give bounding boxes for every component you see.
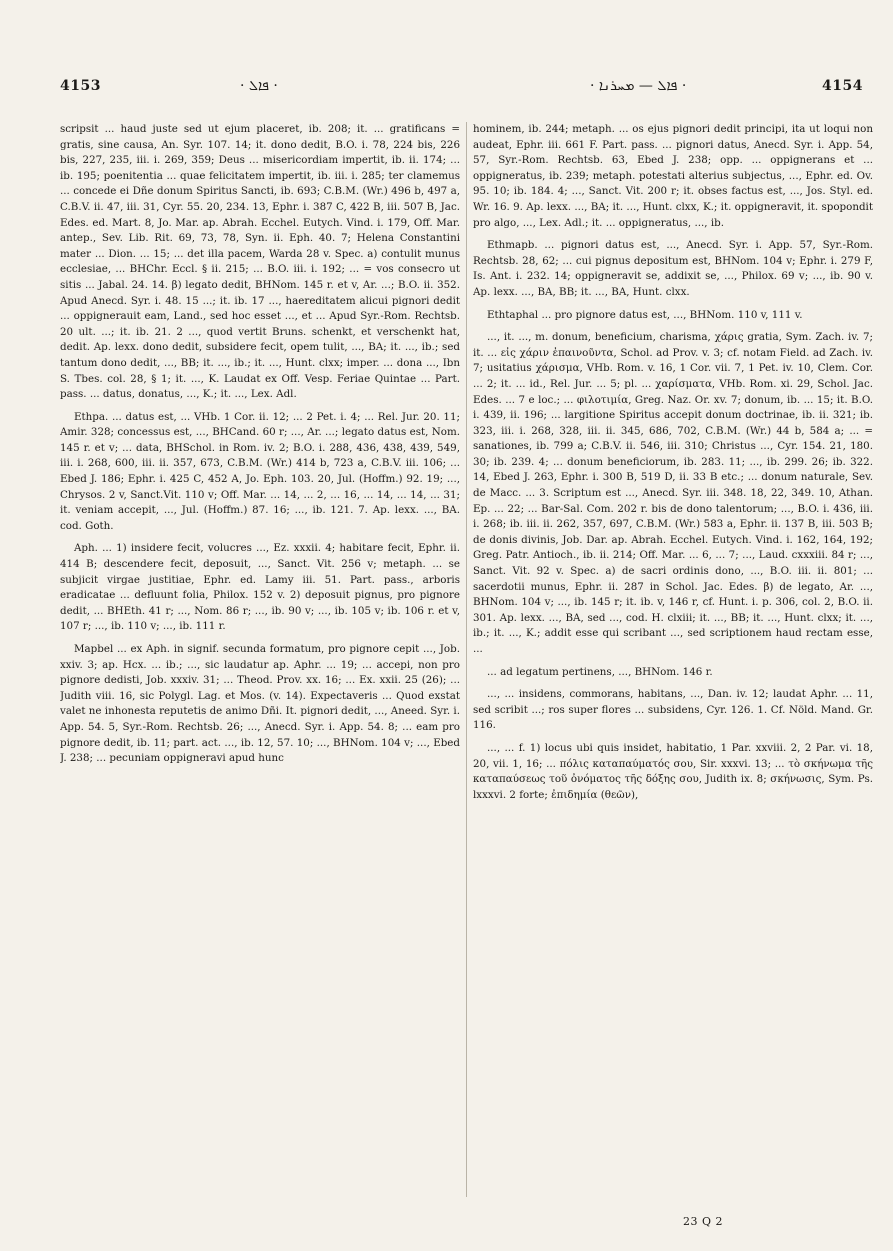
entry-paragraph: hominem, ib. 244; metaph. ... os ejus pignori dedit principi, ita ut loqui non audeat, Ephr. iii. 661 F. Part. pass. ... pignori datus, Anecd. Syr. i. App. 54, 57, Syr.-Rom. Rechtsb. 63, Ebed J. 238; opp. ... oppignerans et ... oppigneratus, ib. 239; metaph. potestati alterius subjectus, ..., Ephr. ed. Ov. 95. 10; ib. 184. 4; ..., Sanct. Vit. 200 r; it. obses factus est, ..., Jos. Styl. ed. Wr. 16. 9. Ap. lexx. ..., BA; it. ..., Hunt. clxx, K.; it. oppigneravit, it. spopondit pro algo, ..., Lex. Adl.; it. ... oppigneratus, ..., ib.: [473, 123, 873, 229]
entry-paragraph: Mapbel ... ex Aph. in signif. secunda formatum, pro pignore cepit ..., Job. xxiv. 3; ap. Hcx. ... ib.; ..., sic laudatur ap. Aphr. ... 19; ... accepi, non pro pignore dedisti, Job. xxxiv. 31; ... Theod. Prov. xx. 16; ... Ex. xxii. 25 (26); ... Judith viii. 16, sic Polygl. Lag. et Mos. (v. 14). Expectaveris ... Quod exstat valet ne inhonesta reputetis de animo Dñi. It. pignori dedit, ..., Aneed. Syr. i. App. 54. 5, Syr.-Rom. Rechtsb. 26; ..., Anecd. Syr. i. App. 54. 8; ... eam pro pignore dedit, ib. 11; part. act. ..., ib. 12, 57. 10; ..., BHNom. 104 v; ..., Ebed J. 238; ... pecuniam oppigneravi apud hunc: [60, 643, 460, 765]
entry-paragraph: ..., ... insidens, commorans, habitans, ..., Dan. iv. 12; laudat Aphr. ... 11, sed scribit ...; ros super flores ... subsidens, Cyr. 126. 1. Cf. Nöld. Mand. Gr. 116.: [473, 688, 873, 732]
entry-paragraph: ..., ... f. 1) locus ubi quis insidet, habitatio, 1 Par. xxviii. 2, 2 Par. vi. 18, 20, vii. 1, 16; ... πόλις καταπαύματός σου, Sir. xxxvi. 13; ... τὸ σκήνωμα τῆς καταπαύσεως τοῦ ὀνόματος τῆς δόξης σου, Judith ix. 8; σκήνωσις, Sym. Ps. lxxxvi. 2 forte; ἐπιδημία (θεῶν),: [473, 741, 873, 801]
entry-paragraph: scripsit ... haud juste sed ut ejum placeret, ib. 208; it. ... gratificans = gratis, sine causa, An. Syr. 107. 14; it. dono dedit, B.O. i. 78, 224 bis, 226 bis, 227, 235, iii. i. 269, 359; Deus ... misericordiam impertit, ib. ii. 174; ... ib. 195; poenitentia ... quae felicitatem impertit, ib. iii. i. 285; ter clamemus ... concede ei Dñe donum Spiritus Sancti, ib. 693; C.B.M. (Wr.) 496 b, 497 a, C.B.V. ii. 47, iii. 31, Cyr. 55. 20, 234. 13, Ephr. i. 387 C, 422 B, iii. 507 B, Jac. Edes. ed. Mart. 8, Jo. Mar. ap. Abrah. Ecchel. Eutych. Vind. i. 179, Off. Mar. antep., Sev. Lib. Rit. 69, 73, 78, Syn. ii. Eph. 40. 7; Helena Constantini mater ... Dion. ... 15; ... det illa pacem, Warda 28 v. Spec. a) contulit munus ecclesiae, ... BHChr. Eccl. § ii. 215; ... B.O. iii. i. 192; ... = vos consecro ut sitis ... Jabal. 24. 14. β) legato dedit, BHNom. 145 r. et v, Ar. ...; B.O. ii. 352. Apud Anecd. Syr. i. 48. 15 ...; it. ib. 17 ..., haereditatem alicui pignori dedit ... oppignerauit eam, Land., sed hoc esset ..., et ... Apud Syr.-Rom. Rechtsb. 20 ult. ...; it. ib. 21. 2 ..., quod vertit Bruns. schenkt, et verschenkt hat, dedit. Ap. lexx. dono dedit, subsidere fecit, opem tulit, ..., BA; it. ..., ib.; sed tantum dono dedit, ..., BB; it. ..., ib.; it. ..., Hunt. clxx; imper. ... dona ..., Ibn S. Tbes. col. 28, § 1; it. ..., K. Laudat ex Off. Vesp. Feriae Quintae ... Part. pass. ... datus, donatus, ..., K.; it. ..., Lex. Adl.: [60, 123, 460, 401]
right-column: [473, 122, 873, 1202]
entry-paragraph: Ethpa. ... datus est, ... VHb. 1 Cor. ii. 12; ... 2 Pet. i. 4; ... Rel. Jur. 20. 11; Amir. 328; concessus est, ..., BHCand. 60 r; ..., Ar. ...; legato datus est, Nom. 145 r. et v; ... data, BHSchol. in Rom. iv. 2; B.O. i. 288, 436, 438, 439, 549, iii. i. 268, 600, iii. ii. 357, 673, C.B.M. (Wr.) 414 b, 723 a, C.B.V. iii. 106; ... Ebed J. 186; Ephr. i. 425 C, 452 A, Jo. Eph. 103. 20, Jul. (Hoffm.) 92. 19; ..., Chrysos. 2 v, Sanct.Vit. 110 v; Off. Mar. ... 14, ... 2, ... 16, ... 14, ... 14, ... 31; it. veniam accepit, ..., Jul. (Hoffm.) 87. 16; ..., ib. 121. 7. Ap. lexx. ..., BA. cod. Goth.: [60, 410, 460, 532]
left-running-head: · ܦܐܠ ·: [240, 78, 278, 94]
entry-paragraph: Ethtaphal ... pro pignore datus est, ..., BHNom. 110 v, 111 v.: [487, 308, 803, 321]
right-page-number: 4154: [822, 78, 863, 94]
entry-paragraph: ... ad legatum pertinens, ..., BHNom. 146 r.: [487, 665, 713, 678]
left-page-number: 4153: [60, 78, 101, 94]
left-column: [60, 122, 460, 1202]
column-divider: [466, 122, 467, 1197]
signature-mark: 23 Q 2: [683, 1215, 724, 1228]
entry-paragraph: ..., it. ..., m. donum, beneficium, charisma, χάρις gratia, Sym. Zach. iv. 7; it. ... εἰς χάριν ἐπαινοῦντα, Schol. ad Prov. v. 3; cf. notam Field. ad Zach. iv. 7; usitatius χάρισμα, VHb. Rom. v. 16, 1 Cor. vii. 7, 1 Pet. iv. 10, Clem. Cor. ... 2; it. ... id., Rel. Jur. ... 5; pl. ... χαρίσματα, VHb. Rom. xi. 29, Schol. Jac. Edes. ... 7 e loc.; ... φιλοτιμία, Greg. Naz. Or. xv. 7; donum, ib. ... 15; it. B.O. i. 439, ii. 196; ... largitione Spiritus accepit donum doctrinae, ib. ii. 321; ib. 323, iii. i. 268, 328, iii. ii. 345, 686, 702, C.B.M. (Wr.) 44 b, 584 a; ... = sanationes, ib. 799 a; C.B.V. ii. 546, iii. 310; Christus ..., Cyr. 154. 21, 180. 30; ib. 239. 4; ... donum beneficiorum, ib. 283. 11; ..., ib. 299. 26; ib. 322. 14, Ebed J. 263, Ephr. i. 300 B, 519 D, ii. 33 B etc.; ... donum naturale, Sev. de Macc. ... 3. Scriptum est ..., Anecd. Syr. iii. 348. 18, 22, 349. 10, Athan. Ep. ... 22; ... Bar-Sal. Com. 202 r. bis de dono talentorum; ..., B.O. i. 436, iii. i. 268; ib. iii. ii. 262, 357, 697, C.B.M. (Wr.) 583 a, Ephr. ii. 137 B, iii. 503 B; de donis divinis, Job. Dar. ap. Abrah. Ecchel. Eutych. Vind. i. 162, 164, 192; Greg. Patr. Antioch., ib. ii. 214; Off. Mar. ... 6, ... 7; ..., Laud. cxxxiii. 84 r; ..., Sanct. Vit. 92 v. Spec. a) de sacri ordinis dono, ..., B.O. iii. ii. 801; ... sacerdotii munus, Ephr. ii. 287 in Schol. Jac. Edes. β) de legato, Ar. ..., BHNom. 104 v; ..., ib. 145 r; it. ib. v, 146 r, cf. Hunt. i. p. 306, col. 2, B.O. ii. 301. Ap. lexx. ..., BA, sed ..., cod. H. clxiii; it. ..., BB; it. ..., Hunt. clxx; it. ..., ib.; it. ..., K.; addit esse qui scribant ..., sed scriptionem haud rectam esse, ...: [473, 331, 873, 655]
right-running-head: · ܦܐܠ — ܡܚܪܢܐ ·: [590, 78, 687, 94]
entry-paragraph: Aph. ... 1) insidere fecit, volucres ..., Ez. xxxii. 4; habitare fecit, Ephr. ii. 414 B; descendere fecit, deposuit, ..., Sanct. Vit. 256 v; metaph. ... se subjicit virgae justitiae, Ephr. ed. Lamy iii. 51. Part. pass., arboris eradicatae ... defluunt folia, Philox. 152 v. 2) deposuit pignus, pro pignore dedit, ... BHEth. 41 r; ..., Nom. 86 r; ..., ib. 90 v; ..., ib. 105 v; ib. 106 r. et v, 107 r; ..., ib. 110 v; ..., ib. 111 r.: [60, 542, 460, 633]
entry-paragraph: Ethmapb. ... pignori datus est, ..., Anecd. Syr. i. App. 57, Syr.-Rom. Rechtsb. 28, 62; ... cui pignus depositum est, BHNom. 104 v; Ephr. i. 279 F, Is. Ant. i. 232. 14; oppigneravit se, addixit se, ..., Philox. 69 v; ..., ib. 90 v. Ap. lexx. ..., BA, BB; it. ..., BA, Hunt. clxx.: [473, 239, 873, 298]
page-header: [60, 78, 863, 100]
